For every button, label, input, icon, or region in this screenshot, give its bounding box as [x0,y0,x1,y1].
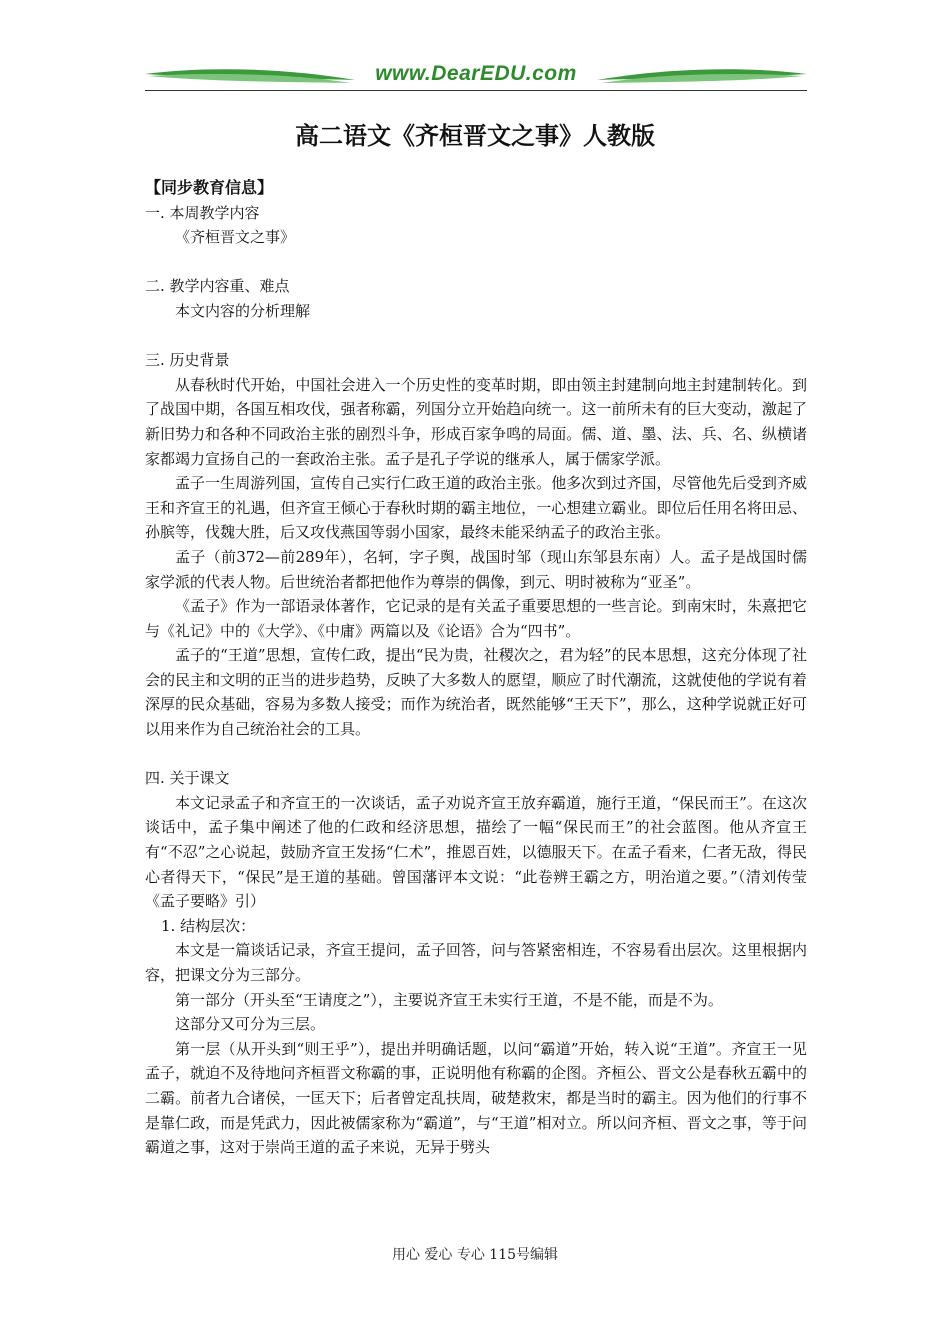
section-2-title: 二. 教学内容重、难点 [145,277,290,296]
section-3-title: 三. 历史背景 [145,351,230,370]
spacer [145,250,807,275]
paragraph: 本文记录孟子和齐宣王的一次谈话，孟子劝说齐宣王放弃霸道，施行王道，“保民而王”。在这次谈话中，孟子集中阐述了他的仁政和经济思想，描绘了一幅“保民而王”的社会蓝图。他从齐宣王有“不忍”之心说起，鼓励齐宣王发扬“仁术”，推恩百姓，以德服天下。在孟子看来，仁者无敌，得民心者得天下，“保民”是王道的基础。曾国藩评本文说：“此卷辨王霸之方，明治道之要。”（清刘传莹《孟子要略》引） [145,793,807,911]
paragraph: 本文是一篇谈话记录，齐宣王提问，孟子回答，问与答紧密相连，不容易看出层次。这里根据内容，把课文分为三部分。 [145,941,807,984]
header-rule [145,90,807,91]
logo-text: www.DearEDU.com [375,62,577,85]
paragraph: 这部分又可分为三层。 [175,1015,326,1034]
paragraph: 第一部分（开头至“王请度之”），主要说齐宣王未实行王道，不是不能，而是不为。 [175,990,723,1009]
document-body [145,176,807,1160]
paragraph: 《孟子》作为一部语录体著作，它记录的是有关孟子重要思想的一些言论。到南宋时，朱熹把它与《礼记》中的《大学》、《中庸》两篇以及《论语》合为“四书”。 [145,597,807,640]
paragraph: 孟子一生周游列国，宣传自己实行仁政王道的政治主张。他多次到过齐国，尽管他先后受到齐威王和齐宣王的礼遇，但齐宣王倾心于春秋时期的霸主地位，一心想建立霸业。即位后任用名将田忌、孙膑等，伐魏大胜，后又攻伐燕国等弱小国家，最终未能采纳孟子的政治主张。 [145,474,807,542]
section-2-body: 本文内容的分析理解 [175,301,311,320]
section-4-title: 四. 关于课文 [145,769,230,788]
section-1-title: 一. 本周教学内容 [145,203,260,222]
spacer [145,742,807,767]
paragraph: 孟子的“王道”思想，宣传仁政，提出“民为贵，社稷次之，君为轻”的民本思想，这充分体现了社会的民主和文明的正当的进步趋势，反映了大多数人的愿望，顺应了时代潮流，这就使他的学说有着深厚的民众基础，容易为多数人接受；而作为统治者，既然能够“王天下”，那么，这种学说就正好可以用来作为自己统治社会的工具。 [145,646,807,739]
paragraph: 第一层（从开头到“则王乎”），提出并明确话题，以问“霸道”开始，转入说“王道”。齐宣王一见孟子，就迫不及待地问齐桓晋文称霸的事，正说明他有称霸的企图。齐桓公、晋文公是春秋五霸中的二霸。前者九合诸侯，一匡天下；后者曾定乱扶周，破楚救宋，都是当时的霸主。因为他们的行事不是靠仁政，而是凭武力，因此被儒家称为“霸道”，与“王道”相对立。所以问齐桓、晋文之事，等于问霸道之事，这对于崇尚王道的孟子来说，无异于劈头 [145,1039,807,1157]
spacer [145,324,807,349]
page-footer: 用心 爱心 专心 115号编辑 [391,1247,559,1263]
page-header [145,58,807,92]
section-heading: 【同步教育信息】 [145,178,274,197]
subsection-title: 1. 结构层次： [161,916,256,935]
document-title: 高二语文《齐桓晋文之事》人教版 [295,121,655,150]
paragraph: 从春秋时代开始，中国社会进入一个历史性的变革时期，即由领主封建制向地主封建制转化。到了战国中期，各国互相攻伐，强者称霸，列国分立开始趋向统一。这一前所未有的巨大变动，激起了新旧势力和各种不同政治主张的剧烈斗争，形成百家争鸣的局面。儒、道、墨、法、兵、名、纵横诸家都竭力宣扬自己的一套政治主张。孟子是孔子学说的继承人，属于儒家学派。 [145,375,807,468]
section-1-body: 《齐桓晋文之事》 [175,228,296,247]
paragraph: 孟子（前372—前289年），名轲，字子舆，战国时邹（现山东邹县东南）人。孟子是战国时儒家学派的代表人物。后世统治者都把他作为尊崇的偶像，到元、明时被称为“亚圣”。 [145,547,807,591]
